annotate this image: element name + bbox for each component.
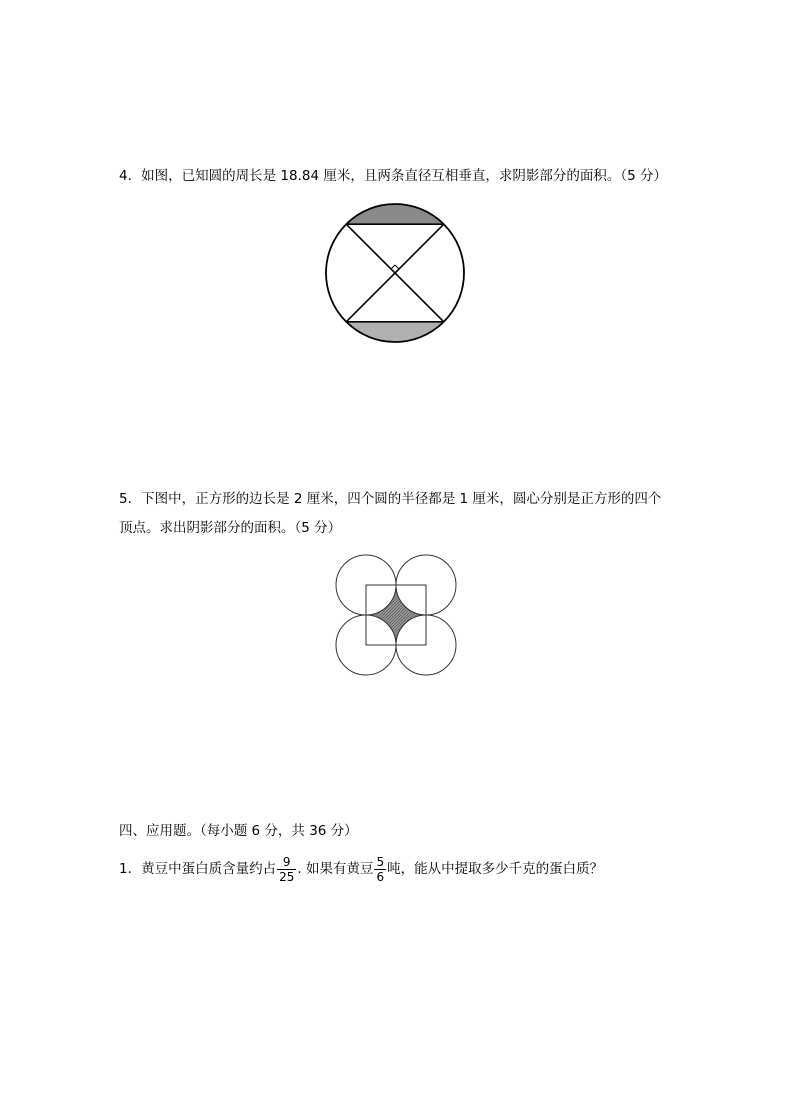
section-4-title: 四、应用题。（每小题 6 分，共 36 分） [119, 823, 358, 839]
right-angle-mark [391, 265, 399, 273]
shaded-segment-top [322, 203, 468, 224]
question-5-line-2: 顶点。求出阴影部分的面积。（5 分） [119, 520, 342, 536]
fraction-numerator: 5 [376, 854, 385, 869]
app1-text-1: 1．黄豆中蛋白质含量约占 [119, 861, 277, 877]
fraction-soybean-tons [374, 855, 386, 884]
fraction-denominator: 25 [279, 869, 295, 884]
app1-text-3: 吨，能从中提取多少千克的蛋白质？ [387, 861, 604, 877]
square-four-circles-figure [334, 553, 458, 677]
application-question-1 [119, 852, 603, 886]
app1-text-2: . 如果有黄豆 [297, 861, 374, 877]
circle-diameters-figure [322, 203, 468, 343]
shaded-segment-bottom [322, 322, 468, 343]
fraction-denominator: 6 [376, 869, 385, 884]
question-4-text: 4．如图，已知圆的周长是 18.84 厘米，且两条直径互相垂直，求阴影部分的面积。（5 分） [119, 168, 667, 184]
question-5-line-1: 5．下图中，正方形的边长是 2 厘米，四个圆的半径都是 1 厘米，圆心分别是正方形的四个 [119, 491, 662, 507]
shaded-center-region [366, 585, 426, 645]
fraction-numerator: 9 [282, 854, 291, 869]
fraction-protein-ratio [277, 855, 296, 884]
